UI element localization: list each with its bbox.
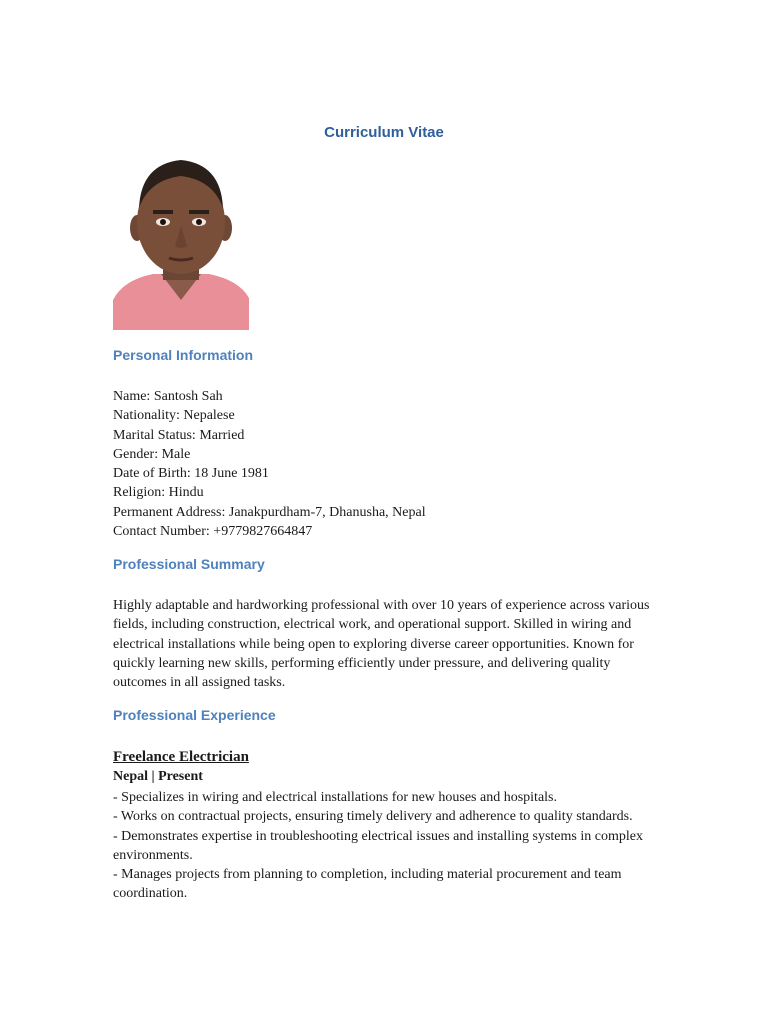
job-title: Freelance Electrician: [113, 749, 249, 765]
section-heading-summary: Professional Summary: [113, 556, 265, 572]
list-item: - Manages projects from planning to completion, including material procurement and team coordination.: [113, 867, 622, 902]
summary-text: Highly adaptable and hardworking professional with over 10 years of experience across various fields, including construction, electrical work, and operational support. Skilled in wiring and electrical installations while being open to exploring diverse career opportunities. Known for quickly learning new skills, performing efficiently under pressure, and delivering quality outcomes in all assigned tasks.: [113, 598, 650, 691]
personal-name: Name: Santosh Sah: [113, 389, 223, 404]
list-item: - Works on contractual projects, ensuring timely delivery and adherence to quality standards.: [113, 809, 633, 825]
personal-contact: Contact Number: +9779827664847: [113, 524, 313, 540]
list-item: - Demonstrates expertise in troubleshooting electrical issues and installing systems in complex environments.: [113, 828, 643, 863]
profile-photo-image: [113, 150, 249, 330]
section-heading-personal: Personal Information: [113, 347, 254, 363]
personal-marital-status: Marital Status: Married: [113, 427, 245, 443]
personal-info-list: [113, 387, 673, 541]
job-bullets: [113, 788, 658, 904]
job-location: Nepal | Present: [113, 769, 203, 784]
document-title: Curriculum Vitae: [324, 124, 444, 141]
personal-dob: Date of Birth: 18 June 1981: [113, 466, 269, 482]
profile-photo: [113, 150, 249, 330]
personal-nationality: Nationality: Nepalese: [113, 408, 235, 424]
personal-address: Permanent Address: Janakpurdham-7, Dhanusha, Nepal: [113, 504, 426, 520]
list-item: - Specializes in wiring and electrical installations for new houses and hospitals.: [113, 790, 557, 805]
personal-religion: Religion: Hindu: [113, 485, 204, 501]
section-heading-experience: Professional Experience: [113, 707, 276, 723]
personal-gender: Gender: Male: [113, 446, 191, 462]
